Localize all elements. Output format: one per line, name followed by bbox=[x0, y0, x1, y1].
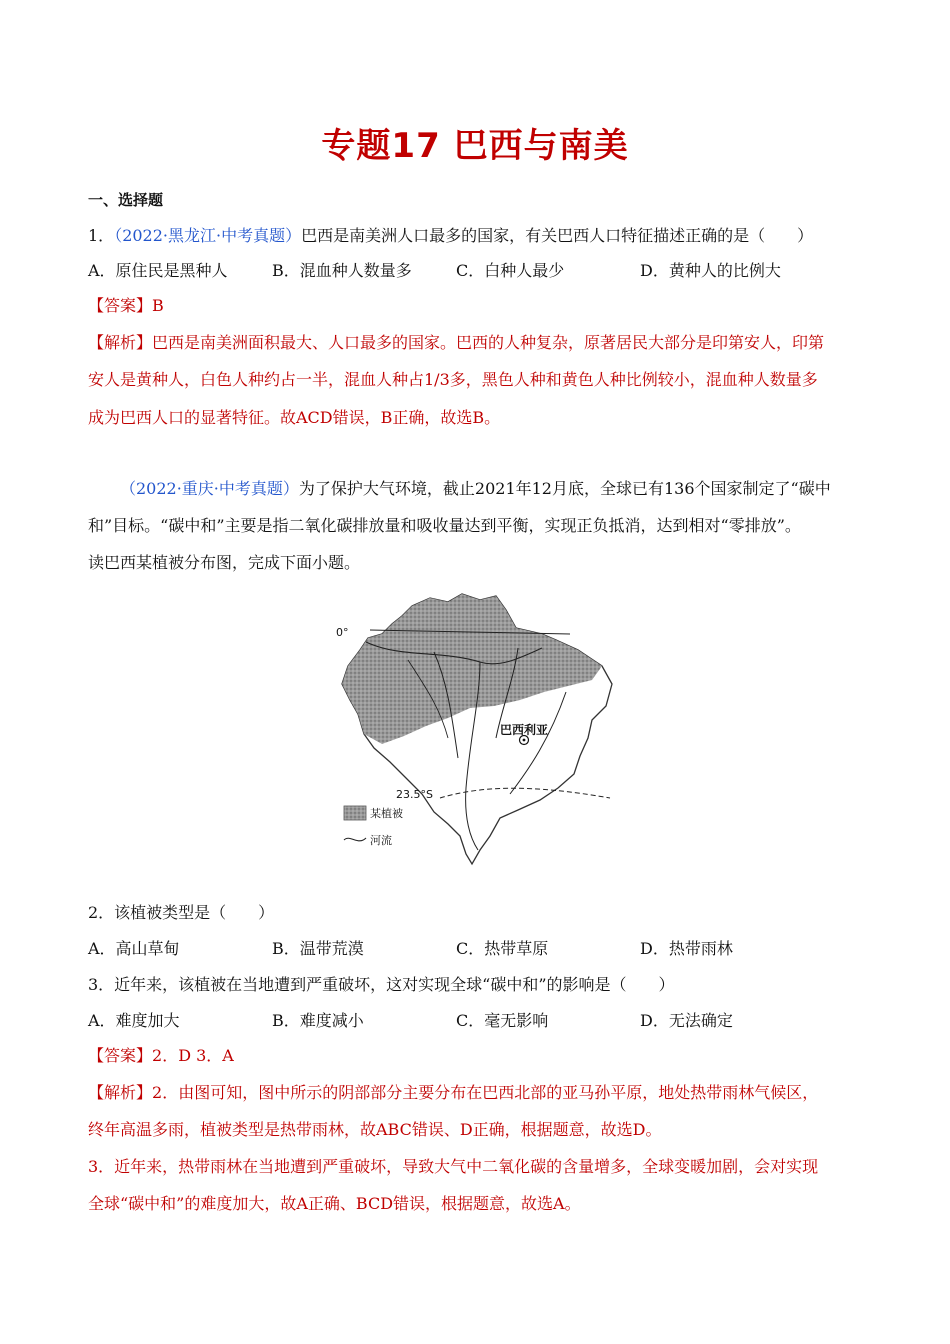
legend-river-label: 河流 bbox=[370, 834, 392, 847]
question-stem: 巴西是南美洲人口最多的国家，有关巴西人口特征描述正确的是（ ） bbox=[301, 226, 814, 245]
option-d: D．热带雨林 bbox=[640, 939, 733, 958]
answer-value: B bbox=[152, 296, 164, 315]
question-source: （2022·黑龙江·中考真题） bbox=[114, 226, 302, 245]
option-c: C．热带草原 bbox=[456, 939, 549, 958]
option-a: A．高山草甸 bbox=[88, 939, 180, 958]
passage-line-2: 和”目标。“碳中和”主要是指二氧化碳排放量和吸收量达到平衡，实现正负抵消，达到相对“零排放”。 bbox=[88, 516, 801, 535]
passage-text: 为了保护大气环境，截止2021年12月底，全球已有136个国家制定了“碳中 bbox=[298, 479, 831, 498]
river bbox=[510, 692, 566, 794]
option-c: C．毫无影响 bbox=[456, 1011, 549, 1030]
analysis-1-line-3: 成为巴西人口的显著特征。故ACD错误，B正确，故选B。 bbox=[88, 408, 501, 427]
question-2-stem: 2．该植被类型是（ ） bbox=[88, 903, 275, 922]
analysis-text: 巴西是南美洲面积最大、人口最多的国家。巴西的人种复杂，原著居民大部分是印第安人，印第 bbox=[152, 333, 825, 352]
passage-line-1 bbox=[120, 479, 900, 499]
analysis-1-line-1 bbox=[88, 333, 868, 353]
analysis-2-line-2: 终年高温多雨，植被类型是热带雨林，故ABC错误、D正确，根据题意，故选D。 bbox=[88, 1120, 662, 1139]
analysis-3-line-2: 全球“碳中和”的难度加大，故A正确、BCD错误，根据题意，故选A。 bbox=[88, 1194, 581, 1213]
answer-tag: 【答案】 bbox=[88, 1046, 153, 1065]
passage-source: （2022·重庆·中考真题） bbox=[120, 479, 299, 498]
answer-2-3 bbox=[88, 1046, 868, 1066]
question-1-options bbox=[88, 261, 868, 281]
answer-value: 2．D 3．A bbox=[152, 1046, 234, 1065]
option-b: B．温带荒漠 bbox=[272, 939, 364, 958]
tropic-label: 23.5°S bbox=[396, 788, 433, 801]
option-b: B．混血种人数量多 bbox=[272, 261, 412, 280]
question-number: 1． bbox=[88, 226, 115, 245]
vegetation-area bbox=[342, 594, 602, 744]
capital-marker-dot bbox=[523, 739, 526, 742]
analysis-2-line-1 bbox=[88, 1083, 868, 1103]
question-3-options bbox=[88, 1011, 868, 1031]
legend-vegetation-label: 某植被 bbox=[370, 807, 403, 820]
answer-tag: 【答案】 bbox=[88, 296, 153, 315]
option-d: D．无法确定 bbox=[640, 1011, 733, 1030]
option-c: C．白种人最少 bbox=[456, 261, 565, 280]
analysis-1-line-2: 安人是黄种人，白色人种约占一半，混血人种占1/3多，黑色人种和黄色人种比例较小，混血种人数量多 bbox=[88, 370, 818, 389]
option-a: A．难度加大 bbox=[88, 1011, 180, 1030]
analysis-text: 2．由图可知，图中所示的阴部部分主要分布在巴西北部的亚马孙平原，地处热带雨林气候区， bbox=[152, 1083, 819, 1102]
passage-line-3: 读巴西某植被分布图，完成下面小题。 bbox=[88, 553, 361, 572]
question-2-options bbox=[88, 939, 868, 959]
option-d: D．黄种人的比例大 bbox=[640, 261, 781, 280]
analysis-tag: 【解析】 bbox=[88, 333, 153, 352]
page-title: 专题17 巴西与南美 bbox=[321, 126, 629, 166]
analysis-tag: 【解析】 bbox=[88, 1083, 153, 1102]
legend-vegetation-swatch bbox=[344, 806, 366, 820]
option-b: B．难度减小 bbox=[272, 1011, 364, 1030]
answer-1 bbox=[88, 296, 868, 316]
capital-label: 巴西利亚 bbox=[500, 723, 549, 737]
section-heading: 一、选择题 bbox=[88, 191, 164, 209]
question-3-stem: 3．近年来，该植被在当地遭到严重破坏，这对实现全球“碳中和”的影响是（ ） bbox=[88, 975, 675, 994]
brazil-vegetation-map bbox=[330, 588, 620, 878]
question-1 bbox=[88, 226, 868, 246]
analysis-3-line-1: 3．近年来，热带雨林在当地遭到严重破坏，导致大气中二氧化碳的含量增多，全球变暖加剧，会对实现 bbox=[88, 1157, 819, 1176]
option-a: A．原住民是黑种人 bbox=[88, 261, 228, 280]
legend-river-symbol bbox=[344, 838, 366, 841]
equator-label: 0° bbox=[336, 626, 349, 639]
